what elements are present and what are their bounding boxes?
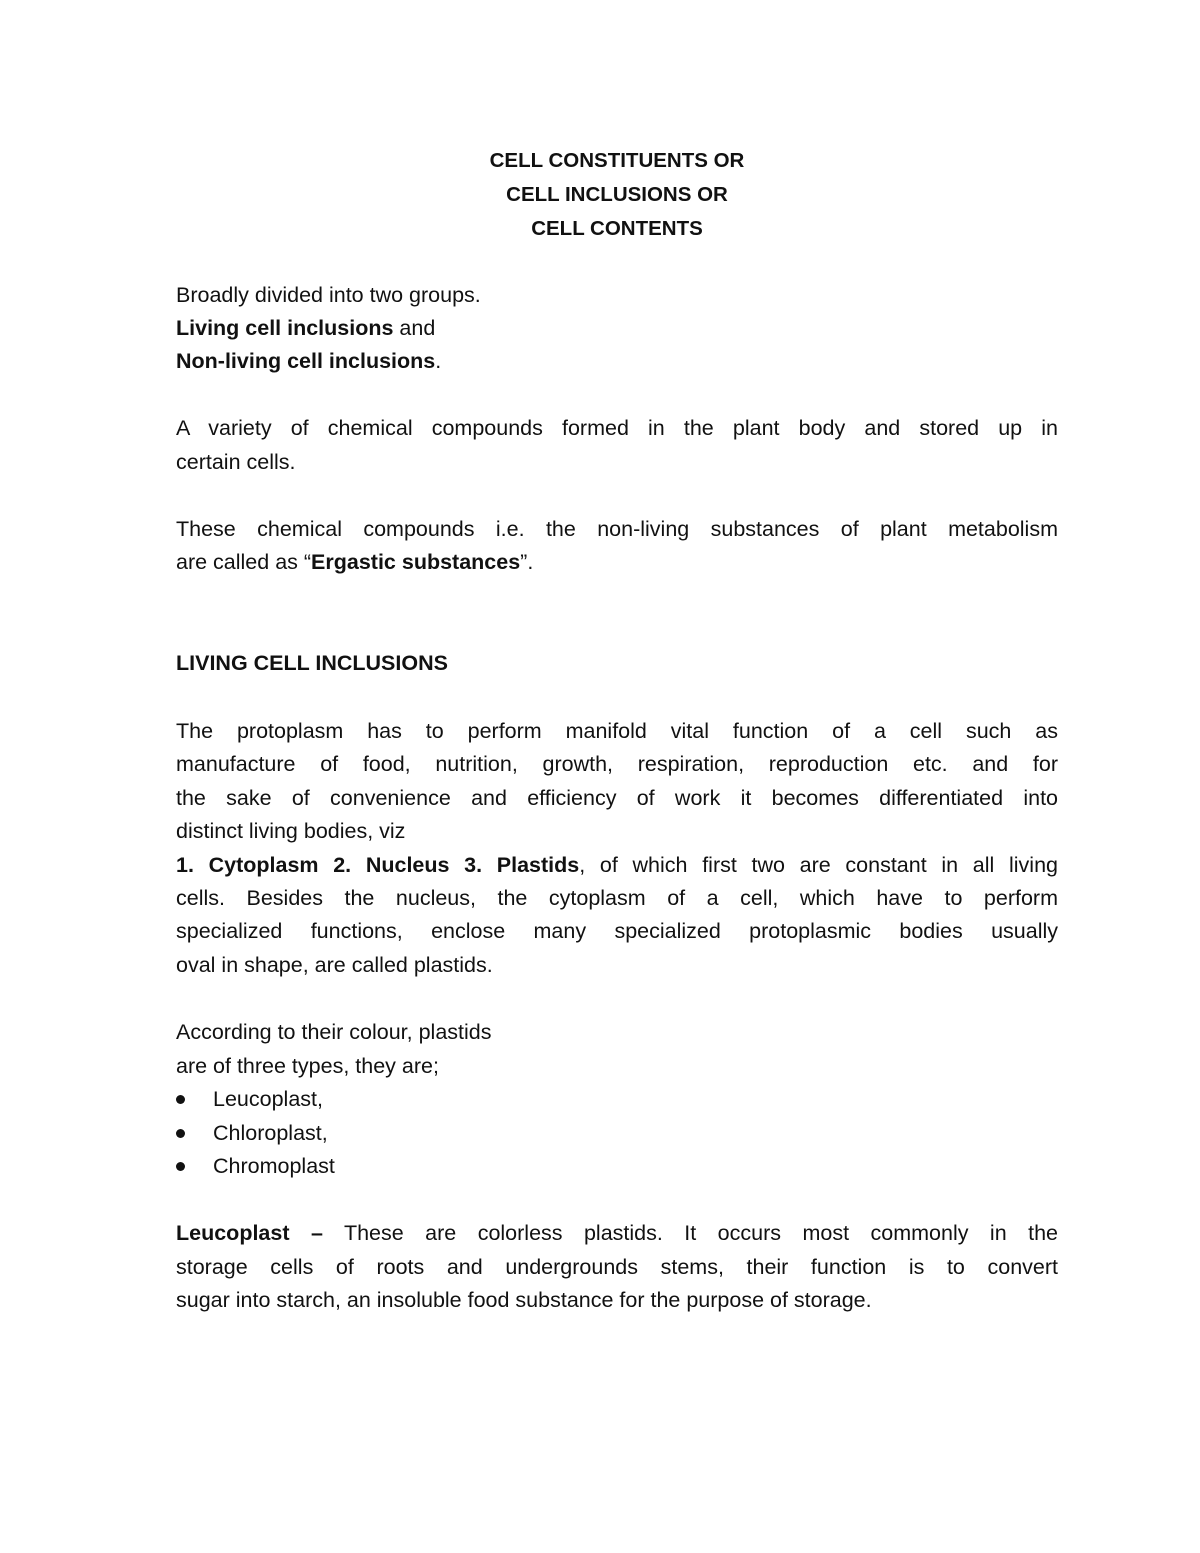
leucoplast-line-1: Leucoplast – These are colorless plastids. It occurs most commonly in the [176,1221,1058,1245]
non-living-inclusions-term: Non-living cell inclusions [176,349,436,373]
bullet-icon [176,1162,185,1171]
leucoplast-term: Leucoplast – [176,1221,323,1245]
section-line-6: cells. Besides the nucleus, the cytoplasm of a cell, which have to perform [176,886,1058,910]
ergastic-term: Ergastic substances [311,550,521,574]
living-inclusions-term: Living cell inclusions [176,316,394,340]
living-bodies-list: 1. Cytoplasm 2. Nucleus 3. Plastids [176,853,580,877]
title-line-2: CELL INCLUSIONS OR [506,183,728,206]
leucoplast-line-2: storage cells of roots and undergrounds stems, their function is to convert [176,1255,1058,1279]
section-line-7: specialized functions, enclose many specialized protoplasmic bodies usually [176,919,1058,943]
types-line-2: are of three types, they are; [176,1054,439,1078]
para3-line-1: These chemical compounds i.e. the non-living substances of plant metabolism [176,517,1058,541]
para2-line-1: A variety of chemical compounds formed in the plant body and stored up in [176,416,1058,440]
title-line-3: CELL CONTENTS [531,217,703,240]
bullet-icon [176,1095,185,1104]
intro-line-3: Non-living cell inclusions. [176,349,442,373]
list-item-label: Chromoplast [213,1154,335,1178]
section-heading: LIVING CELL INCLUSIONS [176,651,448,675]
list-item-label: Leucoplast, [213,1087,323,1111]
section-line-4: distinct living bodies, viz [176,819,406,843]
section-line-1: The protoplasm has to perform manifold vital function of a cell such as [176,719,1058,743]
list-item-label: Chloroplast, [213,1121,328,1145]
intro-line-1: Broadly divided into two groups. [176,283,481,307]
bullet-icon [176,1129,185,1138]
section-line-3: the sake of convenience and efficiency of work it becomes differentiated into [176,786,1058,810]
section-line-8: oval in shape, are called plastids. [176,953,493,977]
document-title [176,144,1058,246]
section-line-5: 1. Cytoplasm 2. Nucleus 3. Plastids, of which first two are constant in all living [176,853,1059,877]
title-line-1: CELL CONSTITUENTS OR [489,149,745,172]
section-line-2: manufacture of food, nutrition, growth, respiration, reproduction etc. and for [176,752,1058,776]
types-line-1: According to their colour, plastids [176,1020,492,1044]
para3-line-2: are called as “Ergastic substances”. [176,550,534,574]
leucoplast-line-3: sugar into starch, an insoluble food substance for the purpose of storage. [176,1288,872,1312]
intro-line-2: Living cell inclusions and [176,316,436,340]
para2-line-2: certain cells. [176,450,296,474]
